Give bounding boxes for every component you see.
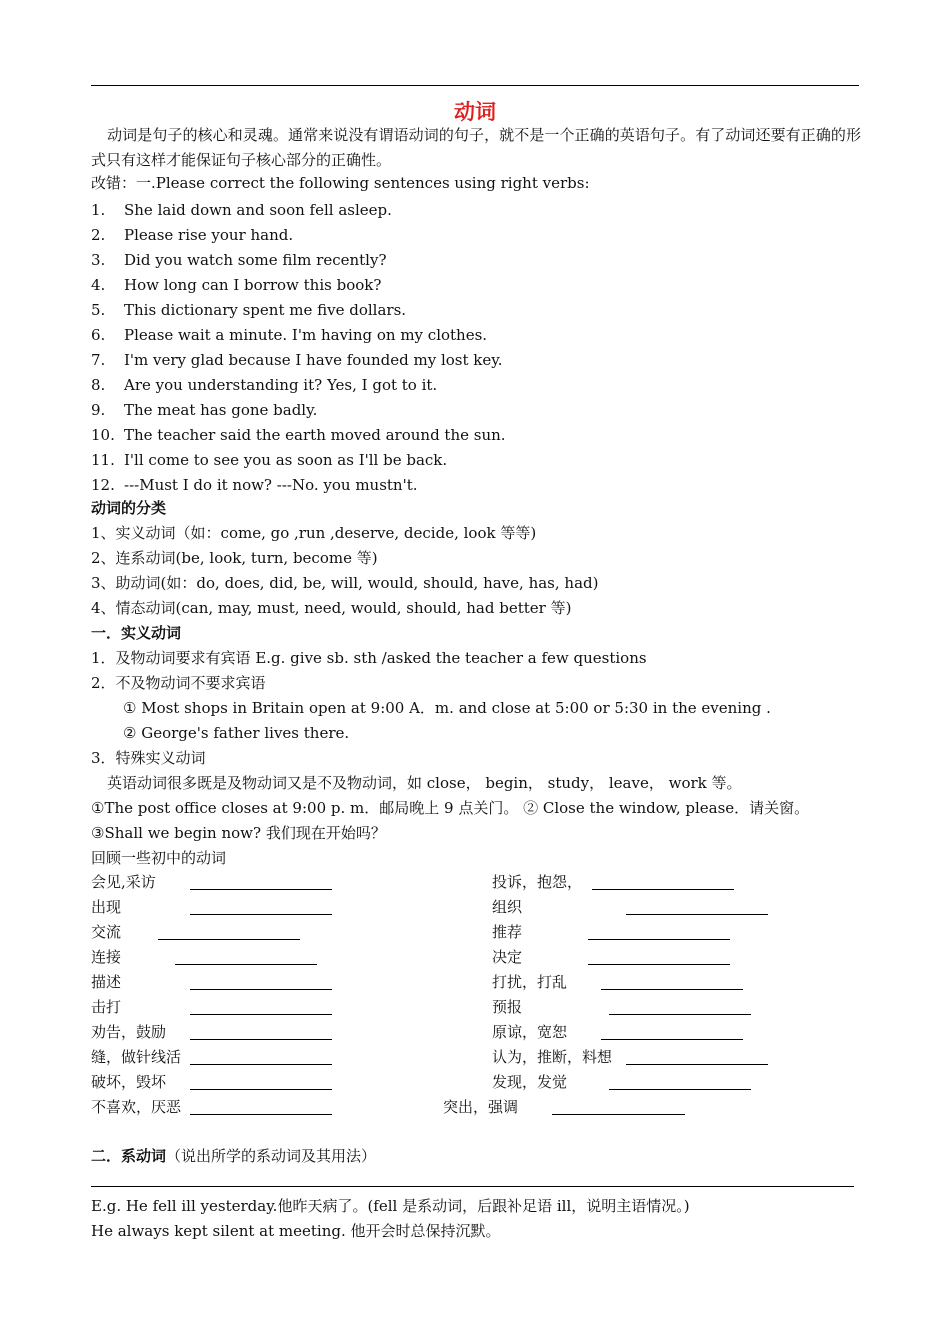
classification-item: 1、实义动词（如：come, go ,run ,deserve, decide, look 等等) xyxy=(91,524,537,542)
vocab-blank[interactable] xyxy=(552,1100,685,1115)
vocab-label-right: 预报 xyxy=(492,998,523,1016)
vocab-label-left: 交流 xyxy=(91,923,122,941)
sentence-item xyxy=(91,325,487,345)
sentence-item xyxy=(91,275,381,295)
sentence-number: 4. xyxy=(91,276,106,294)
vocab-blank[interactable] xyxy=(626,900,768,915)
section2-example2: He always kept silent at meeting. 他开会时总保持沉默。 xyxy=(91,1222,501,1240)
classification-heading: 动词的分类 xyxy=(91,499,167,517)
vocab-label-left: 描述 xyxy=(91,973,122,991)
sentence-number: 1. xyxy=(91,201,106,219)
intro-paragraph xyxy=(91,123,861,173)
sentence-text: Are you understanding it? Yes, I got to it. xyxy=(124,376,438,394)
vocab-label-right: 原谅，宽恕 xyxy=(492,1023,568,1041)
vocab-label-left: 出现 xyxy=(91,898,122,916)
vocab-label-right: 突出，强调 xyxy=(443,1098,519,1116)
section2-title xyxy=(91,1146,376,1166)
vocab-blank[interactable] xyxy=(190,1000,332,1015)
sentence-number: 7. xyxy=(91,351,106,369)
vocab-blank[interactable] xyxy=(190,875,332,890)
sentence-item xyxy=(91,250,387,270)
vocab-label-right: 决定 xyxy=(492,948,523,966)
answer-line[interactable] xyxy=(91,1186,854,1187)
section2-example1: E.g. He fell ill yesterday.他昨天病了。(fell 是系动词，后跟补足语 ill，说明主语情况。) xyxy=(91,1197,690,1215)
vocab-label-left: 不喜欢，厌恶 xyxy=(91,1098,182,1116)
sentence-number: 9. xyxy=(91,401,106,419)
sentence-item xyxy=(91,425,506,445)
sentence-text: How long can I borrow this book? xyxy=(124,276,382,294)
intro-text: 动词是句子的核心和灵魂。通常来说没有谓语动词的句子，就不是一个正确的英语句子。有了动词还要有正确的形式只有这样才能保证句子核心部分的正确性。 xyxy=(91,126,861,169)
review-label: 回顾一些初中的动词 xyxy=(91,849,227,867)
vocab-blank[interactable] xyxy=(190,975,332,990)
section1-example3: ①The post office closes at 9:00 p. m．邮局晚上 9 点关门。 ② Close the window, please．请关窗。 xyxy=(91,799,810,817)
sentence-item xyxy=(91,200,392,220)
section1-example4: ③Shall we begin now? 我们现在开始吗？ xyxy=(91,824,386,842)
section1-example2: ② George's father lives there. xyxy=(123,724,350,742)
sentence-number: 5. xyxy=(91,301,106,319)
classification-item: 3、助动词(如：do, does, did, be, will, would, should, have, has, had) xyxy=(91,574,599,592)
vocab-blank[interactable] xyxy=(190,1025,332,1040)
vocab-label-left: 破坏，毁坏 xyxy=(91,1073,167,1091)
sentence-item xyxy=(91,475,418,495)
sentence-text: I'm very glad because I have founded my lost key. xyxy=(124,351,503,369)
section1-example1: ① Most shops in Britain open at 9:00 A．m. and close at 5:00 or 5:30 in the evening . xyxy=(123,699,771,717)
sentence-text: I'll come to see you as soon as I'll be back. xyxy=(124,451,448,469)
sentence-item xyxy=(91,350,503,370)
section1-point2: 2．不及物动词不要求宾语 xyxy=(91,674,266,692)
sentence-text: She laid down and soon fell asleep. xyxy=(124,201,392,219)
section1-point1: 1．及物动词要求有宾语 E.g. give sb. sth /asked the teacher a few questions xyxy=(91,649,647,667)
sentence-item xyxy=(91,225,293,245)
sentence-number: 2. xyxy=(91,226,106,244)
vocab-label-left: 击打 xyxy=(91,998,122,1016)
vocab-label-right: 认为，推断，料想 xyxy=(492,1048,613,1066)
vocab-label-left: 劝告，鼓励 xyxy=(91,1023,167,1041)
sentence-item xyxy=(91,375,437,395)
sentence-item xyxy=(91,400,317,420)
sentence-item xyxy=(91,450,447,470)
sentence-text: ---Must I do it now? ---No. you mustn't. xyxy=(124,476,418,494)
sentence-number: 6. xyxy=(91,326,106,344)
vocab-blank[interactable] xyxy=(626,1050,768,1065)
sentence-text: The teacher said the earth moved around the sun. xyxy=(124,426,506,444)
sentence-text: Please wait a minute. I'm having on my clothes. xyxy=(124,326,488,344)
sentence-number: 12. xyxy=(91,476,115,494)
section1-point3-text: 英语动词很多既是及物动词又是不及物动词，如 close， begin， study， leave， work 等。 xyxy=(107,774,742,792)
vocab-blank[interactable] xyxy=(190,1075,332,1090)
section2-heading: 二．系动词 xyxy=(91,1147,167,1165)
vocab-blank[interactable] xyxy=(190,1100,332,1115)
sentence-text: This dictionary spent me five dollars. xyxy=(124,301,407,319)
section2-note: （说出所学的系动词及其用法） xyxy=(166,1147,377,1165)
vocab-blank[interactable] xyxy=(158,925,300,940)
vocab-blank[interactable] xyxy=(190,1050,332,1065)
sentence-text: Did you watch some film recently? xyxy=(124,251,387,269)
vocab-label-left: 会见,采访 xyxy=(91,873,156,891)
vocab-blank[interactable] xyxy=(601,1025,743,1040)
vocab-blank[interactable] xyxy=(592,875,734,890)
vocab-label-right: 推荐 xyxy=(492,923,523,941)
section1-heading: 一．实义动词 xyxy=(91,624,182,642)
vocab-blank[interactable] xyxy=(609,1075,751,1090)
vocab-label-left: 连接 xyxy=(91,948,122,966)
sentence-text: The meat has gone badly. xyxy=(124,401,318,419)
vocab-label-right: 投诉，抱怨， xyxy=(492,873,583,891)
sentence-number: 11. xyxy=(91,451,115,469)
page-title: 动词 xyxy=(454,100,496,124)
vocab-label-right: 打扰，打乱 xyxy=(492,973,568,991)
vocab-blank[interactable] xyxy=(588,950,730,965)
section1-point3: 3．特殊实义动词 xyxy=(91,749,206,767)
sentence-number: 8. xyxy=(91,376,106,394)
top-rule xyxy=(91,85,859,86)
classification-item: 2、连系动词(be, look, turn, become 等) xyxy=(91,549,378,567)
sentence-item xyxy=(91,300,406,320)
vocab-label-right: 发现，发觉 xyxy=(492,1073,568,1091)
classification-item: 4、情态动词(can, may, must, need, would, should, had better 等) xyxy=(91,599,572,617)
vocab-label-right: 组织 xyxy=(492,898,523,916)
vocab-label-left: 缝，做针线活 xyxy=(91,1048,182,1066)
sentence-number: 3. xyxy=(91,251,106,269)
vocab-blank[interactable] xyxy=(609,1000,751,1015)
vocab-blank[interactable] xyxy=(190,900,332,915)
vocab-blank[interactable] xyxy=(175,950,317,965)
vocab-blank[interactable] xyxy=(601,975,743,990)
vocab-blank[interactable] xyxy=(588,925,730,940)
sentence-text: Please rise your hand. xyxy=(124,226,294,244)
sentence-number: 10. xyxy=(91,426,115,444)
correction-header: 改错：一.Please correct the following sentences using right verbs: xyxy=(91,174,590,192)
